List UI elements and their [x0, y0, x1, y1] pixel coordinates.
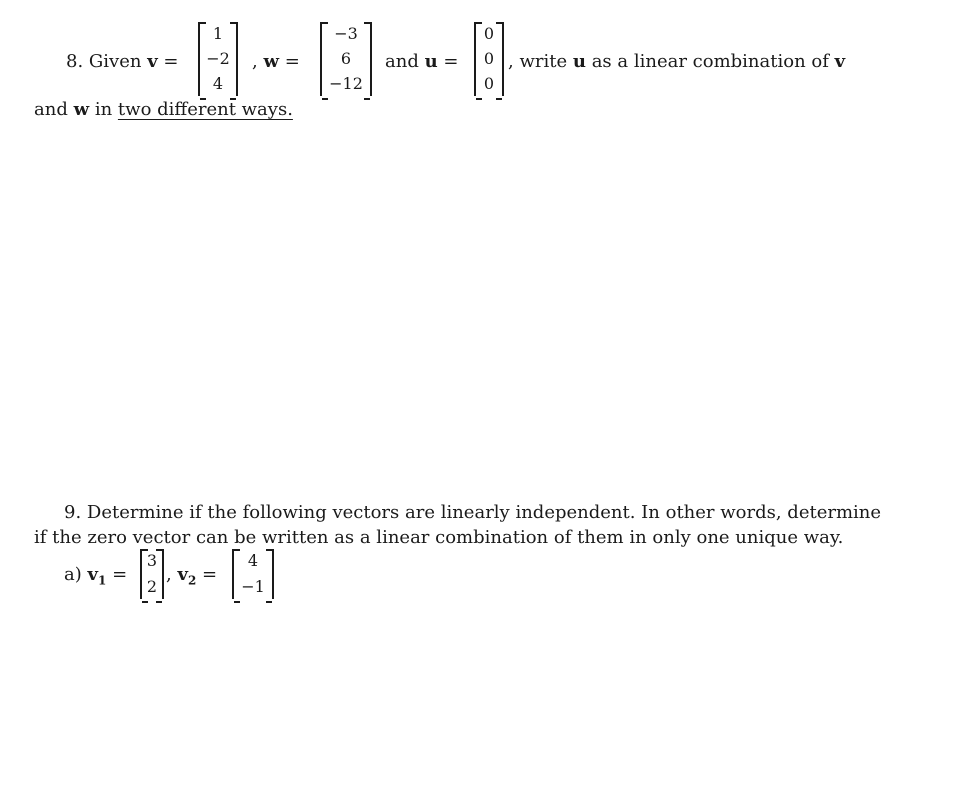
equals-sign: =	[284, 51, 300, 72]
vector-v	[198, 22, 238, 96]
vector-v2	[232, 549, 274, 599]
vector-v1-entry: 3	[146, 551, 158, 570]
vector-v-entry: 1	[212, 24, 224, 43]
problem9-part-a	[64, 564, 127, 592]
and-word: and	[34, 99, 68, 120]
comma: ,	[252, 51, 258, 72]
vector-w-entry: 6	[340, 49, 352, 68]
vector-u	[474, 22, 504, 96]
vector-w-ref: w	[73, 99, 90, 120]
vector-v-ref: v	[834, 51, 846, 72]
vector-w-entry: −12	[329, 74, 363, 93]
vector-v2-label: $v_2$	[177, 564, 197, 588]
in-word: in	[94, 99, 113, 120]
v2-definition	[166, 564, 217, 592]
linear-combination-text: as a linear combination of	[591, 51, 829, 72]
problem8-intro	[66, 51, 178, 73]
equals-sign: =	[202, 564, 218, 585]
vector-v1-entry: 2	[146, 577, 158, 596]
w-definition	[252, 51, 300, 73]
vector-u-entry: 0	[483, 74, 495, 93]
vector-u-entry: 0	[483, 24, 495, 43]
comma: ,	[508, 51, 514, 72]
vector-v-entry: 4	[212, 74, 224, 93]
equals-sign: =	[443, 51, 459, 72]
vector-u-ref: u	[572, 51, 586, 72]
part-a-label: a)	[64, 564, 82, 585]
vector-v2-entry: −1	[241, 577, 265, 596]
vector-w-label: w	[263, 51, 279, 72]
problem9-line1: 9. Determine if the following vectors are linearly independent. In other words, determine	[64, 502, 882, 523]
vector-v-entry: −2	[206, 49, 230, 68]
problem9-line2: if the zero vector can be written as a linear combination of them in only one unique way.	[34, 527, 844, 548]
problem8-tail	[508, 51, 845, 73]
two-different-ways: two different ways.	[117, 99, 293, 120]
u-definition	[385, 51, 459, 73]
write-word: write	[519, 51, 568, 72]
vector-v-label: v	[147, 51, 158, 72]
vector-u-entry: 0	[483, 49, 495, 68]
equals-sign: =	[163, 51, 179, 72]
equals-sign: =	[112, 564, 128, 585]
problem8-line2	[34, 99, 293, 121]
vector-v1-label: $v_1$	[87, 564, 107, 588]
and-word: and	[385, 51, 419, 72]
vector-v2-entry: 4	[247, 551, 259, 570]
vector-v1	[140, 549, 164, 599]
vector-w	[320, 22, 372, 96]
problem8-number: 8. Given	[66, 51, 142, 72]
vector-w-entry: −3	[334, 24, 358, 43]
comma: ,	[166, 564, 172, 585]
vector-u-label: u	[424, 51, 438, 72]
